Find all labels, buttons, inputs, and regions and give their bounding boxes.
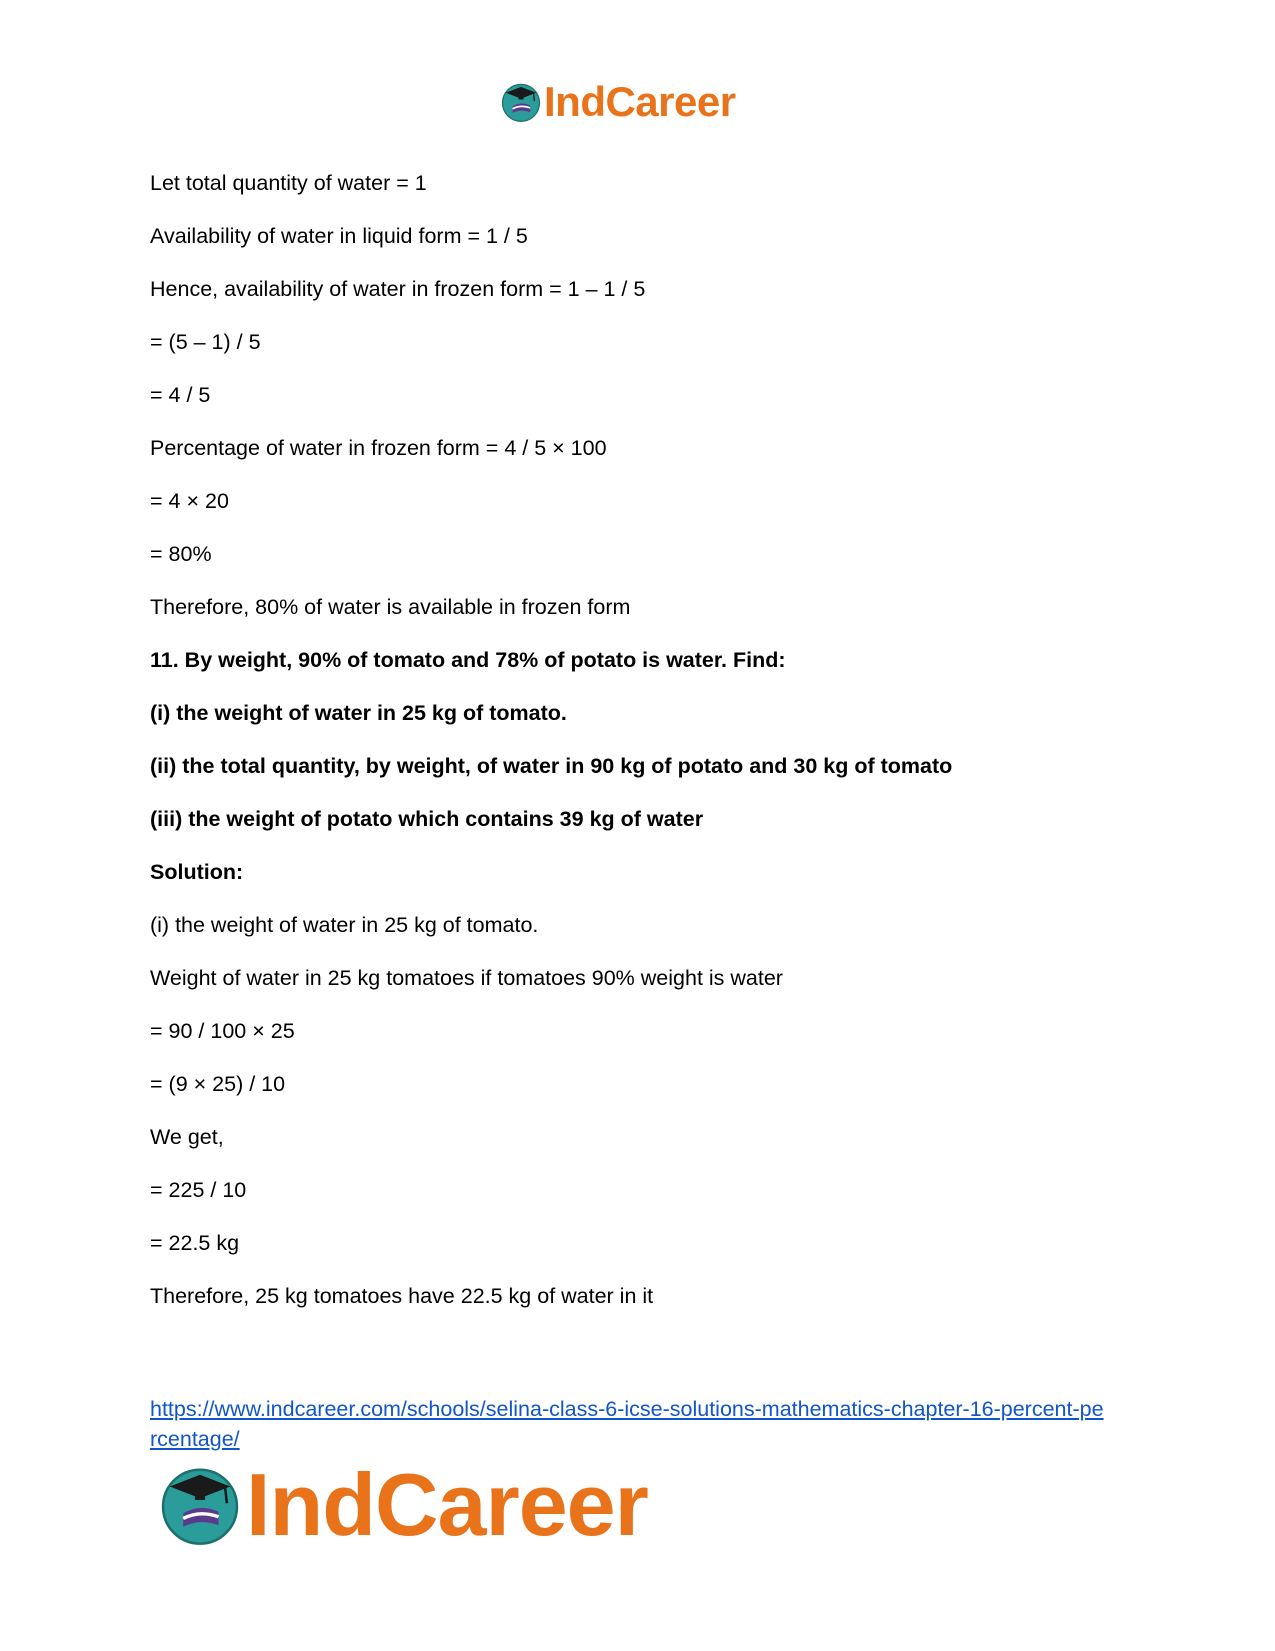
header-logo — [500, 78, 736, 126]
question-part: (i) the weight of water in 25 kg of tomato. — [150, 701, 567, 725]
text-line: Let total quantity of water = 1 — [150, 171, 427, 195]
graduation-globe-icon — [500, 81, 542, 123]
question-heading: 11. By weight, 90% of tomato and 78% of potato is water. Find: — [150, 648, 786, 672]
question-part: (iii) the weight of potato which contains 39 kg of water — [150, 807, 704, 831]
text-line: = 80% — [150, 542, 212, 566]
text-line: Therefore, 80% of water is available in frozen form — [150, 595, 631, 619]
text-line: = 90 / 100 × 25 — [150, 1019, 295, 1043]
text-line: We get, — [150, 1125, 224, 1149]
text-line: Therefore, 25 kg tomatoes have 22.5 kg of water in it — [150, 1284, 654, 1308]
text-line: Availability of water in liquid form = 1 / 5 — [150, 224, 528, 248]
graduation-globe-icon — [158, 1463, 242, 1547]
text-line: = 4 × 20 — [150, 489, 229, 513]
source-link[interactable]: https://www.indcareer.com/schools/selina-class-6-icse-solutions-mathematics-chapter-16-percent-percentage/ — [150, 1397, 1104, 1451]
text-line: (i) the weight of water in 25 kg of tomato. — [150, 913, 539, 937]
text-line: Hence, availability of water in frozen form = 1 – 1 / 5 — [150, 277, 646, 301]
text-line: = 225 / 10 — [150, 1178, 247, 1202]
text-line: = (5 – 1) / 5 — [150, 330, 261, 354]
text-line: Percentage of water in frozen form = 4 / 5 × 100 — [150, 436, 607, 460]
solution-heading: Solution: — [150, 860, 244, 884]
footer-logo — [158, 1455, 648, 1555]
text-line: = 4 / 5 — [150, 383, 211, 407]
text-line: Weight of water in 25 kg tomatoes if tomatoes 90% weight is water — [150, 966, 783, 990]
question-part: (ii) the total quantity, by weight, of water in 90 kg of potato and 30 kg of tomato — [150, 754, 953, 778]
text-line: = 22.5 kg — [150, 1231, 240, 1255]
logo-wordmark: IndCareer — [544, 78, 736, 125]
text-line: = (9 × 25) / 10 — [150, 1072, 286, 1096]
logo-wordmark: IndCareer — [246, 1455, 648, 1554]
